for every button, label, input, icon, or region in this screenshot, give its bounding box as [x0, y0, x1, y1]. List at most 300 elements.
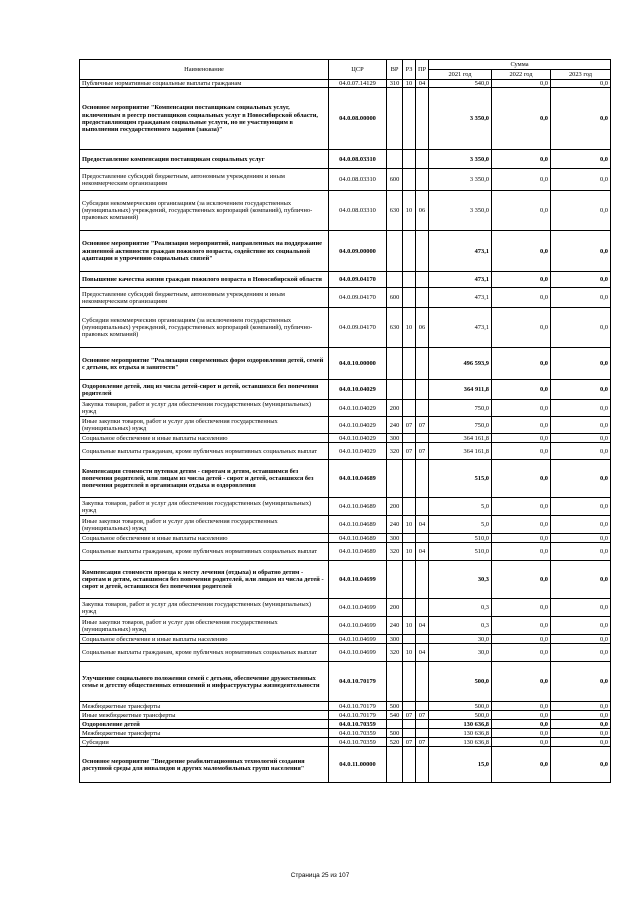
row-sum-2023: 0,0 — [551, 498, 611, 516]
row-pr — [416, 348, 429, 380]
table-row — [80, 169, 611, 191]
table-row — [80, 460, 611, 498]
row-sum-2023: 0,0 — [551, 543, 611, 561]
table-row — [80, 400, 611, 417]
row-sum-2023: 0,0 — [551, 516, 611, 534]
row-sum-2023: 0,0 — [551, 308, 611, 348]
row-rz: 10 — [403, 80, 416, 88]
row-csr-code: 04.0.10.70359 — [329, 729, 387, 738]
row-csr-code: 04.0.09.00000 — [329, 231, 387, 272]
row-sum-2022: 0,0 — [492, 534, 551, 543]
row-name: Предоставление субсидий бюджетным, автономным учреждениям и иным некоммерческим организациям — [80, 288, 329, 308]
row-name: Иные закупки товаров, работ и услуг для обеспечения государственных (муниципальных) нужд — [80, 617, 329, 635]
row-csr-code: 04.0.10.04689 — [329, 534, 387, 543]
row-rz — [403, 288, 416, 308]
row-vr: 200 — [387, 498, 403, 516]
row-vr — [387, 460, 403, 498]
row-name: Иные закупки товаров, работ и услуг для обеспечения государственных (муниципальных) нужд — [80, 516, 329, 534]
row-sum-2021: 130 636,8 — [429, 720, 492, 729]
row-sum-2022: 0,0 — [492, 702, 551, 711]
row-sum-2021: 0,3 — [429, 599, 492, 617]
row-sum-2022: 0,0 — [492, 662, 551, 702]
row-sum-2022: 0,0 — [492, 644, 551, 662]
row-name: Основное мероприятие "Реализация мероприятий, направленных на поддержание жизненной активности граждан пожилого возраста, содействие их социальной адаптации и упрочению социальных связей" — [80, 231, 329, 272]
row-pr — [416, 380, 429, 400]
row-pr: 07 — [416, 443, 429, 460]
row-pr: 06 — [416, 191, 429, 231]
row-name: Основное мероприятие "Реализация современных форм оздоровления детей, семей с детьми, их отдыха и занятости" — [80, 348, 329, 380]
row-sum-2021: 364 161,8 — [429, 434, 492, 443]
row-csr-code: 04.0.10.04029 — [329, 443, 387, 460]
row-csr-code: 04.0.10.70179 — [329, 702, 387, 711]
row-sum-2022: 0,0 — [492, 380, 551, 400]
row-sum-2023: 0,0 — [551, 599, 611, 617]
row-sum-2021: 5,0 — [429, 498, 492, 516]
header-rz: РЗ — [403, 60, 416, 80]
row-sum-2021: 750,0 — [429, 417, 492, 434]
row-vr — [387, 380, 403, 400]
row-name: Закупка товаров, работ и услуг для обеспечения государственных (муниципальных) нужд — [80, 400, 329, 417]
row-rz — [403, 434, 416, 443]
row-sum-2023: 0,0 — [551, 417, 611, 434]
row-vr: 240 — [387, 617, 403, 635]
table-row — [80, 711, 611, 720]
row-sum-2022: 0,0 — [492, 443, 551, 460]
row-sum-2023: 0,0 — [551, 80, 611, 88]
row-csr-code: 04.0.11.00000 — [329, 747, 387, 783]
row-csr-code: 04.0.10.04029 — [329, 434, 387, 443]
row-sum-2021: 3 350,0 — [429, 150, 492, 169]
row-sum-2022: 0,0 — [492, 460, 551, 498]
row-name: Компенсация стоимости путевки детям - сиротам и детям, оставшимся без попечения родителей, или лицам из числа детей - сирот и детей, оставшихся без попечения родителей в организации отдыха и оздоровления — [80, 460, 329, 498]
row-rz — [403, 702, 416, 711]
row-name: Оздоровление детей — [80, 720, 329, 729]
row-pr — [416, 747, 429, 783]
row-rz: 10 — [403, 516, 416, 534]
row-pr — [416, 729, 429, 738]
row-sum-2021: 540,0 — [429, 80, 492, 88]
row-pr — [416, 169, 429, 191]
row-csr-code: 04.0.10.04699 — [329, 561, 387, 599]
row-pr: 07 — [416, 738, 429, 747]
header-csr: ЦСР — [329, 60, 387, 80]
row-vr: 320 — [387, 443, 403, 460]
table-row — [80, 599, 611, 617]
table-row — [80, 348, 611, 380]
row-sum-2021: 473,1 — [429, 288, 492, 308]
row-pr: 04 — [416, 644, 429, 662]
row-pr — [416, 88, 429, 150]
row-name: Социальное обеспечение и иные выплаты населению — [80, 434, 329, 443]
row-name: Закупка товаров, работ и услуг для обеспечения государственных (муниципальных) нужд — [80, 498, 329, 516]
row-sum-2022: 0,0 — [492, 543, 551, 561]
row-sum-2023: 0,0 — [551, 88, 611, 150]
row-rz: 07 — [403, 443, 416, 460]
row-sum-2023: 0,0 — [551, 702, 611, 711]
row-csr-code: 04.0.10.70179 — [329, 711, 387, 720]
table-body — [80, 80, 611, 783]
row-sum-2022: 0,0 — [492, 150, 551, 169]
row-sum-2021: 3 350,0 — [429, 88, 492, 150]
row-sum-2023: 0,0 — [551, 231, 611, 272]
table-row — [80, 662, 611, 702]
row-sum-2023: 0,0 — [551, 348, 611, 380]
row-rz: 07 — [403, 417, 416, 434]
row-sum-2023: 0,0 — [551, 738, 611, 747]
row-sum-2023: 0,0 — [551, 288, 611, 308]
row-name: Оздоровление детей, лиц из числа детей-сирот и детей, оставшихся без попечения родителей — [80, 380, 329, 400]
header-year-2021: 2021 год — [429, 70, 492, 80]
row-sum-2023: 0,0 — [551, 711, 611, 720]
row-rz — [403, 747, 416, 783]
row-sum-2022: 0,0 — [492, 308, 551, 348]
row-csr-code: 04.0.09.04170 — [329, 308, 387, 348]
row-csr-code: 04.0.08.03310 — [329, 169, 387, 191]
row-sum-2021: 3 350,0 — [429, 169, 492, 191]
header-year-2022: 2022 год — [492, 70, 551, 80]
table-row — [80, 443, 611, 460]
row-name: Социальные выплаты гражданам, кроме публичных нормативных социальных выплат — [80, 443, 329, 460]
row-pr — [416, 498, 429, 516]
row-sum-2021: 3 350,0 — [429, 191, 492, 231]
table-row — [80, 498, 611, 516]
row-vr: 300 — [387, 434, 403, 443]
row-rz — [403, 348, 416, 380]
row-sum-2023: 0,0 — [551, 635, 611, 644]
row-rz — [403, 400, 416, 417]
row-csr-code: 04.0.07.14129 — [329, 80, 387, 88]
row-sum-2021: 500,0 — [429, 702, 492, 711]
table-row — [80, 417, 611, 434]
row-sum-2021: 510,0 — [429, 534, 492, 543]
row-sum-2021: 0,3 — [429, 617, 492, 635]
table-row — [80, 644, 611, 662]
header-sum: Сумма — [429, 60, 611, 70]
row-sum-2021: 500,0 — [429, 662, 492, 702]
row-rz — [403, 729, 416, 738]
row-sum-2021: 510,0 — [429, 543, 492, 561]
row-sum-2021: 500,0 — [429, 711, 492, 720]
row-sum-2021: 130 636,8 — [429, 738, 492, 747]
row-name: Субсидии некоммерческим организациям (за исключением государственных (муниципальных) учреждений, государственных корпораций (компаний), публично-правовых компаний) — [80, 308, 329, 348]
table-row — [80, 729, 611, 738]
row-vr: 630 — [387, 191, 403, 231]
row-pr — [416, 534, 429, 543]
row-pr: 04 — [416, 617, 429, 635]
row-csr-code: 04.0.10.04029 — [329, 400, 387, 417]
row-name: Социальные выплаты гражданам, кроме публичных нормативных социальных выплат — [80, 644, 329, 662]
row-sum-2021: 473,1 — [429, 272, 492, 288]
table-row — [80, 738, 611, 747]
row-vr: 300 — [387, 534, 403, 543]
row-pr — [416, 288, 429, 308]
row-sum-2022: 0,0 — [492, 169, 551, 191]
row-csr-code: 04.0.10.70179 — [329, 662, 387, 702]
row-sum-2022: 0,0 — [492, 417, 551, 434]
row-vr — [387, 747, 403, 783]
row-vr: 600 — [387, 169, 403, 191]
row-sum-2023: 0,0 — [551, 720, 611, 729]
row-pr — [416, 400, 429, 417]
row-sum-2023: 0,0 — [551, 434, 611, 443]
row-csr-code: 04.0.10.00000 — [329, 348, 387, 380]
row-sum-2022: 0,0 — [492, 635, 551, 644]
row-pr: 07 — [416, 417, 429, 434]
row-csr-code: 04.0.10.04699 — [329, 617, 387, 635]
row-sum-2022: 0,0 — [492, 747, 551, 783]
row-sum-2023: 0,0 — [551, 534, 611, 543]
row-name: Иные межбюджетные трансферты — [80, 711, 329, 720]
row-rz — [403, 561, 416, 599]
row-name: Социальное обеспечение и иные выплаты населению — [80, 635, 329, 644]
row-rz — [403, 380, 416, 400]
row-pr: 04 — [416, 516, 429, 534]
row-sum-2023: 0,0 — [551, 169, 611, 191]
row-rz: 10 — [403, 191, 416, 231]
row-sum-2022: 0,0 — [492, 348, 551, 380]
row-sum-2022: 0,0 — [492, 88, 551, 150]
row-sum-2023: 0,0 — [551, 617, 611, 635]
row-sum-2021: 15,0 — [429, 747, 492, 783]
row-vr: 240 — [387, 417, 403, 434]
row-rz — [403, 272, 416, 288]
table-row — [80, 272, 611, 288]
row-pr: 07 — [416, 711, 429, 720]
row-rz: 10 — [403, 308, 416, 348]
table-row — [80, 534, 611, 543]
row-name: Предоставление компенсации поставщикам социальных услуг — [80, 150, 329, 169]
row-csr-code: 04.0.10.04689 — [329, 516, 387, 534]
row-pr — [416, 460, 429, 498]
table-row — [80, 80, 611, 88]
row-name: Межбюджетные трансферты — [80, 702, 329, 711]
row-vr: 200 — [387, 599, 403, 617]
row-name: Предоставление субсидий бюджетным, автономным учреждениям и иным некоммерческим организациям — [80, 169, 329, 191]
row-csr-code: 04.0.10.04689 — [329, 498, 387, 516]
row-csr-code: 04.0.09.04170 — [329, 272, 387, 288]
row-sum-2021: 30,0 — [429, 644, 492, 662]
row-name: Субсидии — [80, 738, 329, 747]
row-sum-2023: 0,0 — [551, 380, 611, 400]
row-name: Межбюджетные трансферты — [80, 729, 329, 738]
row-sum-2021: 473,1 — [429, 308, 492, 348]
row-vr: 200 — [387, 400, 403, 417]
row-vr — [387, 561, 403, 599]
row-vr — [387, 720, 403, 729]
row-sum-2022: 0,0 — [492, 80, 551, 88]
row-rz — [403, 150, 416, 169]
row-pr — [416, 702, 429, 711]
row-sum-2021: 30,3 — [429, 561, 492, 599]
row-vr — [387, 150, 403, 169]
row-pr — [416, 272, 429, 288]
row-vr: 310 — [387, 80, 403, 88]
row-vr: 630 — [387, 308, 403, 348]
row-vr: 300 — [387, 635, 403, 644]
header-year-2023: 2023 год — [551, 70, 611, 80]
row-vr: 500 — [387, 702, 403, 711]
row-sum-2023: 0,0 — [551, 747, 611, 783]
row-sum-2023: 0,0 — [551, 191, 611, 231]
budget-table — [79, 59, 611, 783]
row-rz — [403, 534, 416, 543]
row-rz — [403, 88, 416, 150]
row-rz — [403, 662, 416, 702]
row-sum-2022: 0,0 — [492, 738, 551, 747]
row-sum-2022: 0,0 — [492, 272, 551, 288]
row-pr — [416, 599, 429, 617]
row-sum-2022: 0,0 — [492, 617, 551, 635]
table-row — [80, 380, 611, 400]
row-pr — [416, 561, 429, 599]
row-sum-2022: 0,0 — [492, 720, 551, 729]
row-sum-2022: 0,0 — [492, 599, 551, 617]
header-vr: ВР — [387, 60, 403, 80]
table-row — [80, 308, 611, 348]
row-sum-2022: 0,0 — [492, 231, 551, 272]
row-sum-2023: 0,0 — [551, 644, 611, 662]
row-vr — [387, 272, 403, 288]
row-name: Основное мероприятие "Внедрение реабилитационных технологий создания доступной среды для инвалидов и других маломобильных групп населения" — [80, 747, 329, 783]
row-csr-code: 04.0.08.00000 — [329, 88, 387, 150]
table-row — [80, 702, 611, 711]
row-name: Социальное обеспечение и иные выплаты населению — [80, 534, 329, 543]
row-rz: 10 — [403, 543, 416, 561]
row-rz: 10 — [403, 644, 416, 662]
row-name: Закупка товаров, работ и услуг для обеспечения государственных (муниципальных) нужд — [80, 599, 329, 617]
row-sum-2022: 0,0 — [492, 498, 551, 516]
row-sum-2023: 0,0 — [551, 400, 611, 417]
row-pr: 04 — [416, 543, 429, 561]
row-pr — [416, 662, 429, 702]
row-pr — [416, 720, 429, 729]
row-rz — [403, 498, 416, 516]
row-csr-code: 04.0.10.04689 — [329, 460, 387, 498]
row-csr-code: 04.0.09.04170 — [329, 288, 387, 308]
row-csr-code: 04.0.10.04699 — [329, 635, 387, 644]
row-name: Иные закупки товаров, работ и услуг для обеспечения государственных (муниципальных) нужд — [80, 417, 329, 434]
row-rz — [403, 720, 416, 729]
row-sum-2023: 0,0 — [551, 443, 611, 460]
row-pr: 06 — [416, 308, 429, 348]
table-row — [80, 720, 611, 729]
row-rz — [403, 599, 416, 617]
table-row — [80, 516, 611, 534]
row-vr — [387, 348, 403, 380]
row-csr-code: 04.0.10.04029 — [329, 417, 387, 434]
row-sum-2021: 364 911,8 — [429, 380, 492, 400]
row-rz — [403, 635, 416, 644]
row-rz: 07 — [403, 711, 416, 720]
row-sum-2021: 515,0 — [429, 460, 492, 498]
table-row — [80, 434, 611, 443]
table-row — [80, 150, 611, 169]
row-rz — [403, 169, 416, 191]
header-pr: ПР — [416, 60, 429, 80]
table-row — [80, 635, 611, 644]
row-sum-2021: 130 636,8 — [429, 729, 492, 738]
table-row — [80, 191, 611, 231]
row-sum-2023: 0,0 — [551, 729, 611, 738]
row-vr: 320 — [387, 543, 403, 561]
row-sum-2023: 0,0 — [551, 150, 611, 169]
row-vr: 540 — [387, 711, 403, 720]
row-pr — [416, 150, 429, 169]
row-rz — [403, 231, 416, 272]
row-vr — [387, 662, 403, 702]
row-sum-2021: 364 161,8 — [429, 443, 492, 460]
row-sum-2022: 0,0 — [492, 516, 551, 534]
row-pr — [416, 231, 429, 272]
table-row — [80, 561, 611, 599]
row-sum-2022: 0,0 — [492, 561, 551, 599]
header-name: Наименование — [80, 60, 329, 80]
row-pr — [416, 434, 429, 443]
table-row — [80, 747, 611, 783]
row-sum-2023: 0,0 — [551, 561, 611, 599]
row-vr: 240 — [387, 516, 403, 534]
row-name: Основное мероприятие "Компенсация поставщикам социальных услуг, включенным в реестр поставщиков социальных услуг в Новосибирской области, предоставляющим гражданам социальные услуги, но не участвующим в выполнении государственного задания (заказа)" — [80, 88, 329, 150]
row-rz: 10 — [403, 617, 416, 635]
row-vr — [387, 231, 403, 272]
row-name: Публичные нормативные социальные выплаты гражданам — [80, 80, 329, 88]
row-csr-code: 04.0.10.04029 — [329, 380, 387, 400]
row-rz — [403, 460, 416, 498]
table-row — [80, 288, 611, 308]
table-row — [80, 543, 611, 561]
row-sum-2022: 0,0 — [492, 711, 551, 720]
table-row — [80, 617, 611, 635]
row-name: Субсидии некоммерческим организациям (за исключением государственных (муниципальных) учреждений, государственных корпораций (компаний), публично-правовых компаний) — [80, 191, 329, 231]
row-csr-code: 04.0.08.03310 — [329, 191, 387, 231]
row-sum-2023: 0,0 — [551, 272, 611, 288]
row-vr: 600 — [387, 288, 403, 308]
row-sum-2022: 0,0 — [492, 434, 551, 443]
row-vr: 320 — [387, 644, 403, 662]
row-name: Компенсация стоимости проезда к месту лечения (отдыха) и обратно детям - сиротам и детям, оставшимся без попечения родителей, или лицам из числа детей - сирот и детей, оставшихся без попечения родителей — [80, 561, 329, 599]
row-sum-2021: 496 593,9 — [429, 348, 492, 380]
row-csr-code: 04.0.10.04689 — [329, 543, 387, 561]
table-row — [80, 231, 611, 272]
table-row — [80, 88, 611, 150]
row-sum-2021: 30,0 — [429, 635, 492, 644]
row-sum-2022: 0,0 — [492, 729, 551, 738]
page-footer: Страница 25 из 107 — [290, 872, 350, 879]
row-sum-2022: 0,0 — [492, 191, 551, 231]
row-sum-2023: 0,0 — [551, 662, 611, 702]
row-sum-2022: 0,0 — [492, 400, 551, 417]
row-sum-2021: 473,1 — [429, 231, 492, 272]
row-csr-code: 04.0.10.70359 — [329, 720, 387, 729]
row-csr-code: 04.0.10.04699 — [329, 644, 387, 662]
row-vr: 500 — [387, 729, 403, 738]
row-sum-2023: 0,0 — [551, 460, 611, 498]
row-name: Повышение качества жизни граждан пожилого возраста в Новосибирской области — [80, 272, 329, 288]
row-csr-code: 04.0.10.04699 — [329, 599, 387, 617]
row-pr: 04 — [416, 80, 429, 88]
row-vr — [387, 88, 403, 150]
row-sum-2021: 5,0 — [429, 516, 492, 534]
row-rz: 07 — [403, 738, 416, 747]
row-sum-2021: 750,0 — [429, 400, 492, 417]
row-pr — [416, 635, 429, 644]
row-name: Социальные выплаты гражданам, кроме публичных нормативных социальных выплат — [80, 543, 329, 561]
row-sum-2022: 0,0 — [492, 288, 551, 308]
row-csr-code: 04.0.10.70359 — [329, 738, 387, 747]
row-csr-code: 04.0.08.03310 — [329, 150, 387, 169]
row-name: Улучшение социального положения семей с детьми, обеспечение дружественных семье и детству общественных отношений и инфраструктуры жизнедеятельности — [80, 662, 329, 702]
row-vr: 520 — [387, 738, 403, 747]
